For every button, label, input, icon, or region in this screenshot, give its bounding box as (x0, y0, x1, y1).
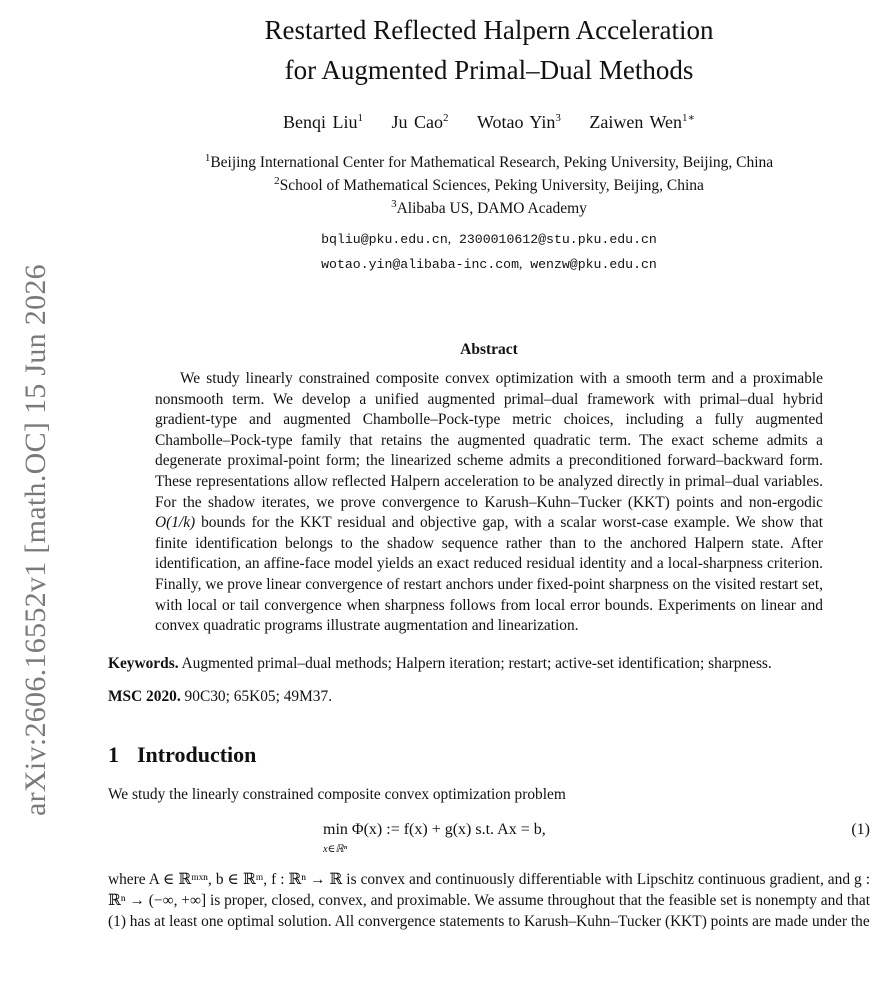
intro-paragraph: where A ∈ ℝᵐˣⁿ, b ∈ ℝᵐ, f : ℝⁿ → ℝ is convex and continuously differentiable with Lipschitz continuous gradient, and g : ℝⁿ → (−∞, +∞] is proper, closed, convex, and proximable. We assume throughout that the feasible set is nonempty and that (1) has at least one optimal solution. All convergence statements to Karush–Kuhn–Tucker (KKT) points are made under the (108, 870, 870, 930)
keywords: Keywords. Augmented primal–dual methods; Halpern iteration; restart; active-set identification; sharpness. (108, 654, 772, 672)
paper-title (108, 10, 870, 90)
equation-number: (1) (851, 820, 870, 838)
abstract-math: O(1/k) (155, 514, 196, 532)
author: Ju Cao$^2$ (391, 112, 449, 132)
msc-codes: MSC 2020. 90C30; 65K05; 49M37. (108, 687, 333, 705)
title-line-1: Restarted Reflected Halpern Acceleration (264, 15, 714, 45)
email-list (108, 227, 870, 277)
author: Benqi Liu$^1$ (282, 112, 363, 132)
affiliation: $^1$Beijing International Center for Mathematical Research, Peking University, Beijing, China (204, 151, 774, 171)
abstract-text: We study linearly constrained composite convex optimization with a smooth term and a proximable nonsmooth term. We develop a unified augmented primal–dual framework with primal–dual hybrid gradient-type and augmented Chambolle–Pock-type metric choices, including a fully augmented Chambolle–Pock-type family that retains the augmented quadratic term. The exact scheme admits a degenerate proximal-point form; the linearized scheme admits a preconditioned forward–backward form. These representations allow reflected Halpern acceleration to be analyzed directly in primal–dual variables. For the shadow iterates, we prove convergence to Karush–Kuhn–Tucker (KKT) points and non-ergodic O(1/k) bounds for the KKT residual and objective gap, with a scalar worst-case example. We show that finite identification belongs to the shadow sequence rather than to the anchored Halpern state. After identification, an affine-face model yields an exact reduced residual identity and a local-sharpness criterion. Finally, we prove linear convergence of restart anchors under fixed-point sharpness on the visited restart set, with local or tail convergence when sharpness follows from local error bounds. Experiments on linear and convex quadratic programs illustrate augmentation and linearization. (155, 370, 823, 635)
equation-1 (108, 815, 870, 859)
abstract-heading: Abstract (460, 341, 518, 358)
email-link[interactable]: 2300010612@stu.pku.edu.cn (458, 232, 657, 247)
equation-subscript: x∈ℝⁿ (323, 843, 348, 855)
affiliation: $^3$Alibaba US, DAMO Academy (391, 197, 587, 217)
section-heading: 1 Introduction (108, 741, 257, 767)
affiliation: $^2$School of Mathematical Sciences, Peking University, Beijing, China (274, 174, 704, 194)
author: Wotao Yin$^3$ (476, 112, 561, 132)
intro-sentence: We study the linearly constrained composite convex optimization problem (108, 785, 566, 803)
author-list (108, 112, 870, 133)
email-link[interactable]: wenzw@pku.edu.cn (530, 257, 657, 272)
email-line: bqliu@pku.edu.cn, 2300010612@stu.pku.edu.cn (321, 231, 657, 247)
author: Zaiwen Wen$^{1∗}$ (589, 112, 696, 132)
title-line-2: for Augmented Primal–Dual Methods (284, 55, 694, 85)
email-link[interactable]: bqliu@pku.edu.cn (321, 232, 448, 247)
arxiv-identifier[interactable]: arXiv:2606.16552v1 [math.OC] 15 Jun 2026 (19, 264, 52, 816)
paper-page (108, 0, 870, 932)
affiliation-list (108, 151, 870, 220)
arxiv-sidebar (18, 225, 54, 855)
equation-body: min Φ(x) := f(x) + g(x) s.t. Ax = b, (323, 820, 546, 838)
email-link[interactable]: wotao.yin@alibaba-inc.com (321, 257, 519, 272)
email-line: wotao.yin@alibaba-inc.com, wenzw@pku.edu.cn (321, 256, 657, 272)
